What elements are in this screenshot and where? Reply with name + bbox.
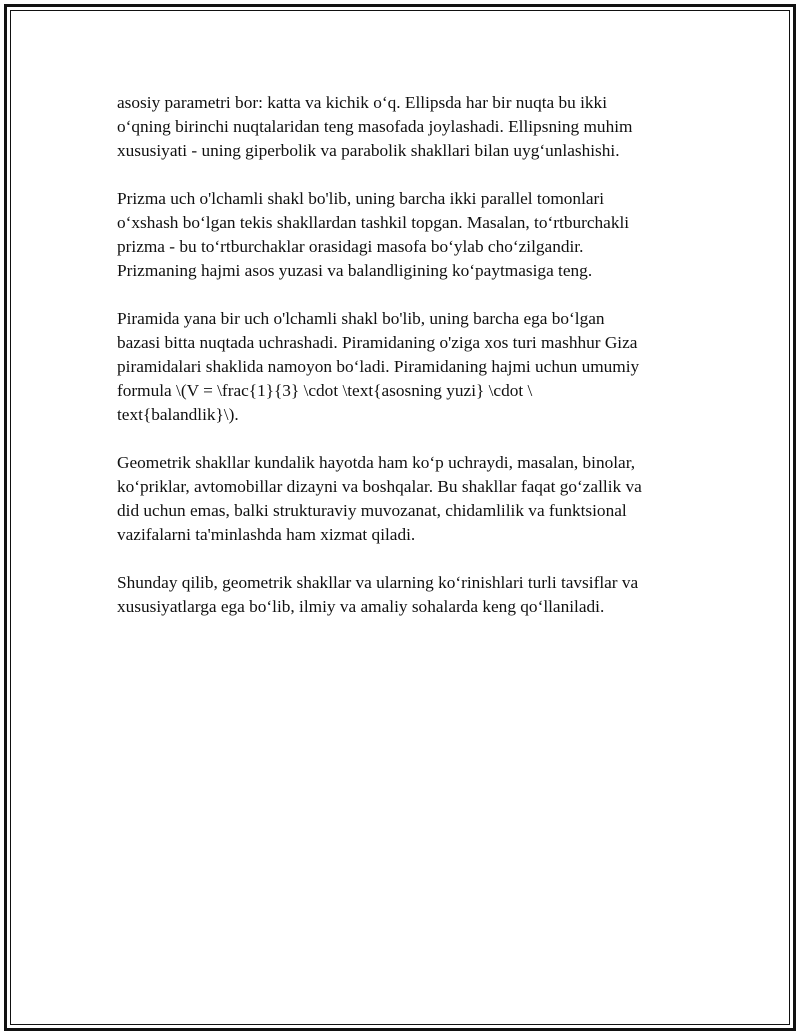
text-line: Piramida yana bir uch o'lchamli shakl bo'lib, uning barcha ega boʻlgan <box>117 309 605 328</box>
text-line: Shunday qilib, geometrik shakllar va ularning koʻrinishlari turli tavsiflar va <box>117 573 639 592</box>
paragraph-pyramid <box>117 307 687 427</box>
text-line: vazifalarni ta'minlashda ham xizmat qiladi. <box>117 525 416 544</box>
document-body <box>117 91 687 643</box>
text-line: oʻxshash boʻlgan tekis shakllardan tashkil topgan. Masalan, toʻrtburchakli <box>117 213 630 232</box>
text-line: xususiyati - uning giperbolik va parabolik shakllari bilan uygʻunlashishi. <box>117 141 620 160</box>
document-page <box>4 4 796 1031</box>
text-line: oʻqning birinchi nuqtalaridan teng masofada joylashadi. Ellipsning muhim <box>117 117 633 136</box>
text-line: prizma - bu toʻrtburchaklar orasidagi masofa boʻylab choʻzilgandir. <box>117 237 584 256</box>
text-line: did uchun emas, balki strukturaviy muvozanat, chidamlilik va funktsional <box>117 501 627 520</box>
paragraph-prism <box>117 187 687 283</box>
text-line: asosiy parametri bor: katta va kichik oʻq. Ellipsda har bir nuqta bu ikki <box>117 93 607 112</box>
text-line: piramidalari shaklida namoyon boʻladi. Piramidaning hajmi uchun umumiy <box>117 357 640 376</box>
text-line: koʻpriklar, avtomobillar dizayni va boshqalar. Bu shakllar faqat goʻzallik va <box>117 477 642 496</box>
text-line: text{balandlik}\). <box>117 405 239 424</box>
paragraph-ellipse <box>117 91 687 163</box>
text-line: Prizmaning hajmi asos yuzasi va balandligining koʻpaytmasiga teng. <box>117 261 593 280</box>
text-line: xususiyatlarga ega boʻlib, ilmiy va amaliy sohalarda keng qoʻllaniladi. <box>117 597 605 616</box>
paragraph-everyday-geometry <box>117 451 687 547</box>
text-line: formula \(V = \frac{1}{3} \cdot \text{asosning yuzi} \cdot \ <box>117 381 533 400</box>
text-line: bazasi bitta nuqtada uchrashadi. Piramidaning o'ziga xos turi mashhur Giza <box>117 333 638 352</box>
paragraph-conclusion <box>117 571 687 619</box>
text-line: Geometrik shakllar kundalik hayotda ham koʻp uchraydi, masalan, binolar, <box>117 453 636 472</box>
text-line: Prizma uch o'lchamli shakl bo'lib, uning barcha ikki parallel tomonlari <box>117 189 605 208</box>
